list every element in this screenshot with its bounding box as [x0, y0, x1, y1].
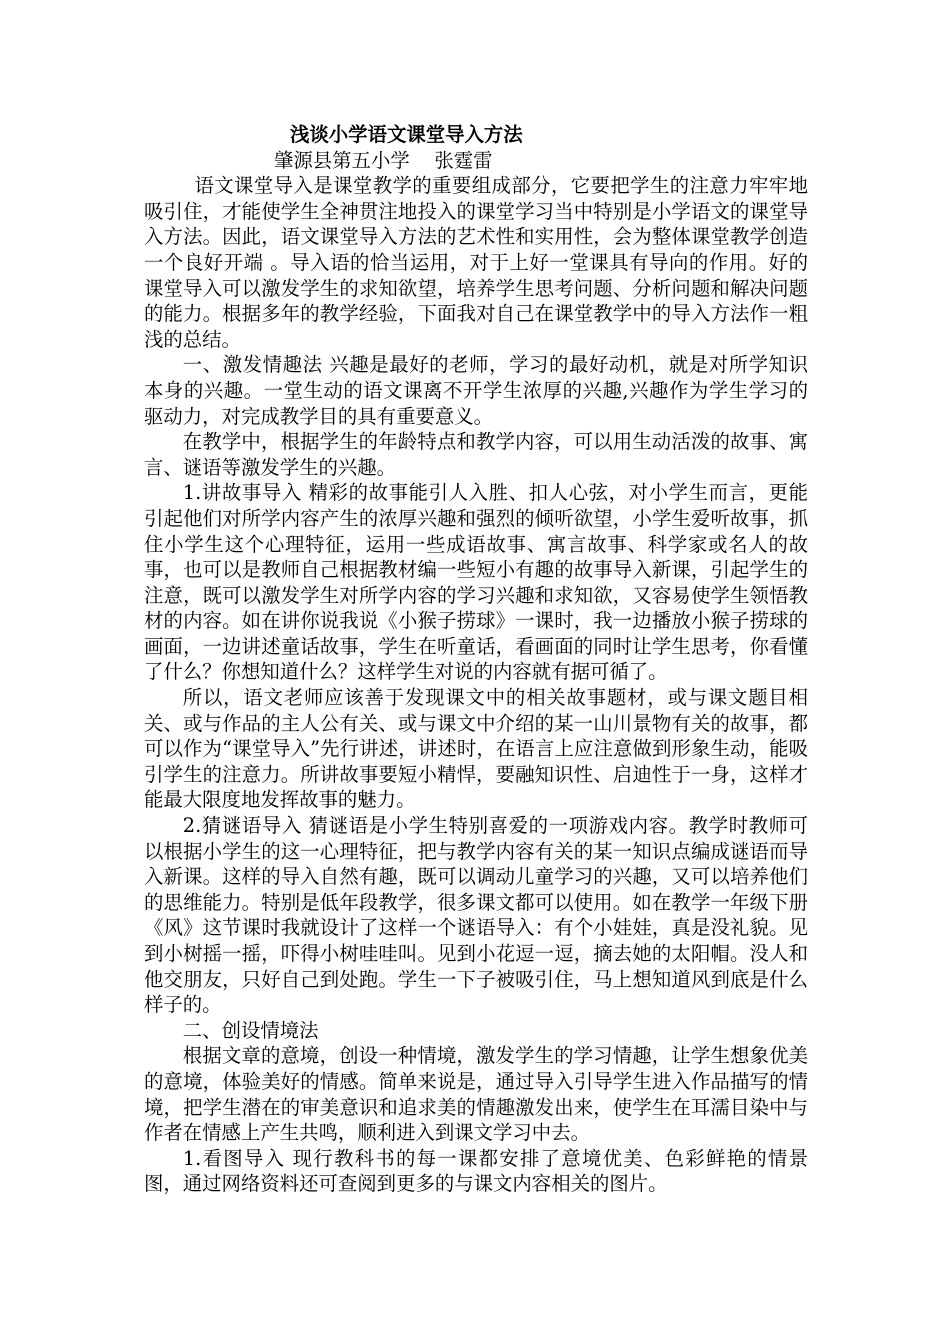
paragraph-riddle-intro: 2.猜谜语导入 猜谜语是小学生特别喜爱的一项游戏内容。教学时教师可以根据小学生的这一心理特征，把与教学内容有关的某一知识点编成谜语而导入新课。这样的导入自然有趣，既可以调动儿童学习的兴趣，又可以培养他们的思维能力。特别是低年段教学，很多课文都可以使用。如在教学一年级下册《风》这节课时我就设计了这样一个谜语导入：有个小娃娃，真是没礼貌。见到小树摇一摇，吓得小树哇哇叫。见到小花逗一逗，摘去她的太阳帽。没人和他交朋友，只好自己到处跑。学生一下子被吸引住，马上想知道风到底是什么样子的。: [144, 814, 808, 1017]
paragraph: 在教学中，根据学生的年龄特点和教学内容，可以用生动活泼的故事、寓言、谜语等激发学生的兴趣。: [144, 430, 808, 479]
document-title: 浅谈小学语文课堂导入方法: [290, 123, 523, 146]
paragraph-intro: 语文课堂导入是课堂教学的重要组成部分，它要把学生的注意力牢牢地吸引住，才能使学生全神贯注地投入的课堂学习当中特别是小学语文的课堂导入方法。因此，语文课堂导入方法的艺术性和实用性，会为整体课堂教学创造一个良好开端 。导入语的恰当运用，对于上好一堂课具有导向的作用。好的课堂导入可以激发学生的求知欲望，培养学生思考问题、分析问题和解决问题的能力。根据多年的教学经验，下面我对自己在课堂教学中的导入方法作一粗浅的总结。: [144, 174, 808, 351]
paragraph-section-1: 一、激发情趣法 兴趣是最好的老师，学习的最好动机，就是对所学知识本身的兴趣。一堂生动的语文课离不开学生浓厚的兴趣,兴趣作为学生学习的驱动力，对完成教学目的具有重要意义。: [144, 353, 808, 428]
paragraph-story-intro: 1.讲故事导入 精彩的故事能引人入胜、扣人心弦，对小学生而言，更能引起他们对所学内容产生的浓厚兴趣和强烈的倾听欲望，小学生爱听故事，抓住小学生这个心理特征，运用一些成语故事、寓言故事、科学家或名人的故事，也可以是教师自己根据教材编一些短小有趣的故事导入新课，引起学生的注意，既可以激发学生对所学内容的学习兴趣和求知欲，又容易使学生领悟教材的内容。如在讲你说我说《小猴子捞球》一课时，我一边播放小猴子捞球的画面，一边讲述童话故事，学生在听童话，看画面的同时让学生思考，你看懂了什么？你想知道什么？这样学生对说的内容就有据可循了。: [144, 481, 808, 684]
paragraph: 根据文章的意境，创设一种情境，激发学生的学习情趣，让学生想象优美的意境，体验美好的情感。简单来说是，通过导入引导学生进入作品描写的情境，把学生潜在的审美意识和追求美的情趣激发出来，使学生在耳濡目染中与作者在情感上产生共鸣，顺利进入到课文学习中去。: [144, 1044, 808, 1145]
section-heading-2: 二、创设情境法: [182, 1018, 319, 1042]
author-line: 肇源县第五小学 张霆雷: [274, 148, 493, 172]
paragraph-picture-intro: 1.看图导入 现行教科书的每一课都安排了意境优美、色彩鲜艳的情景图，通过网络资料还可查阅到更多的与课文内容相关的图片。: [144, 1146, 808, 1196]
document-page: [144, 122, 808, 1197]
paragraph: 所以，语文老师应该善于发现课文中的相关故事题材，或与课文题目相关、或与作品的主人公有关、或与课文中介绍的某一山川景物有关的故事，都可以作为“课堂导入”先行讲述，讲述时，在语言上应注意做到形象生动，能吸引学生的注意力。所讲故事要短小精悍，要融知识性、启迪性于一身，这样才能最大限度地发挥故事的魅力。: [144, 686, 808, 812]
